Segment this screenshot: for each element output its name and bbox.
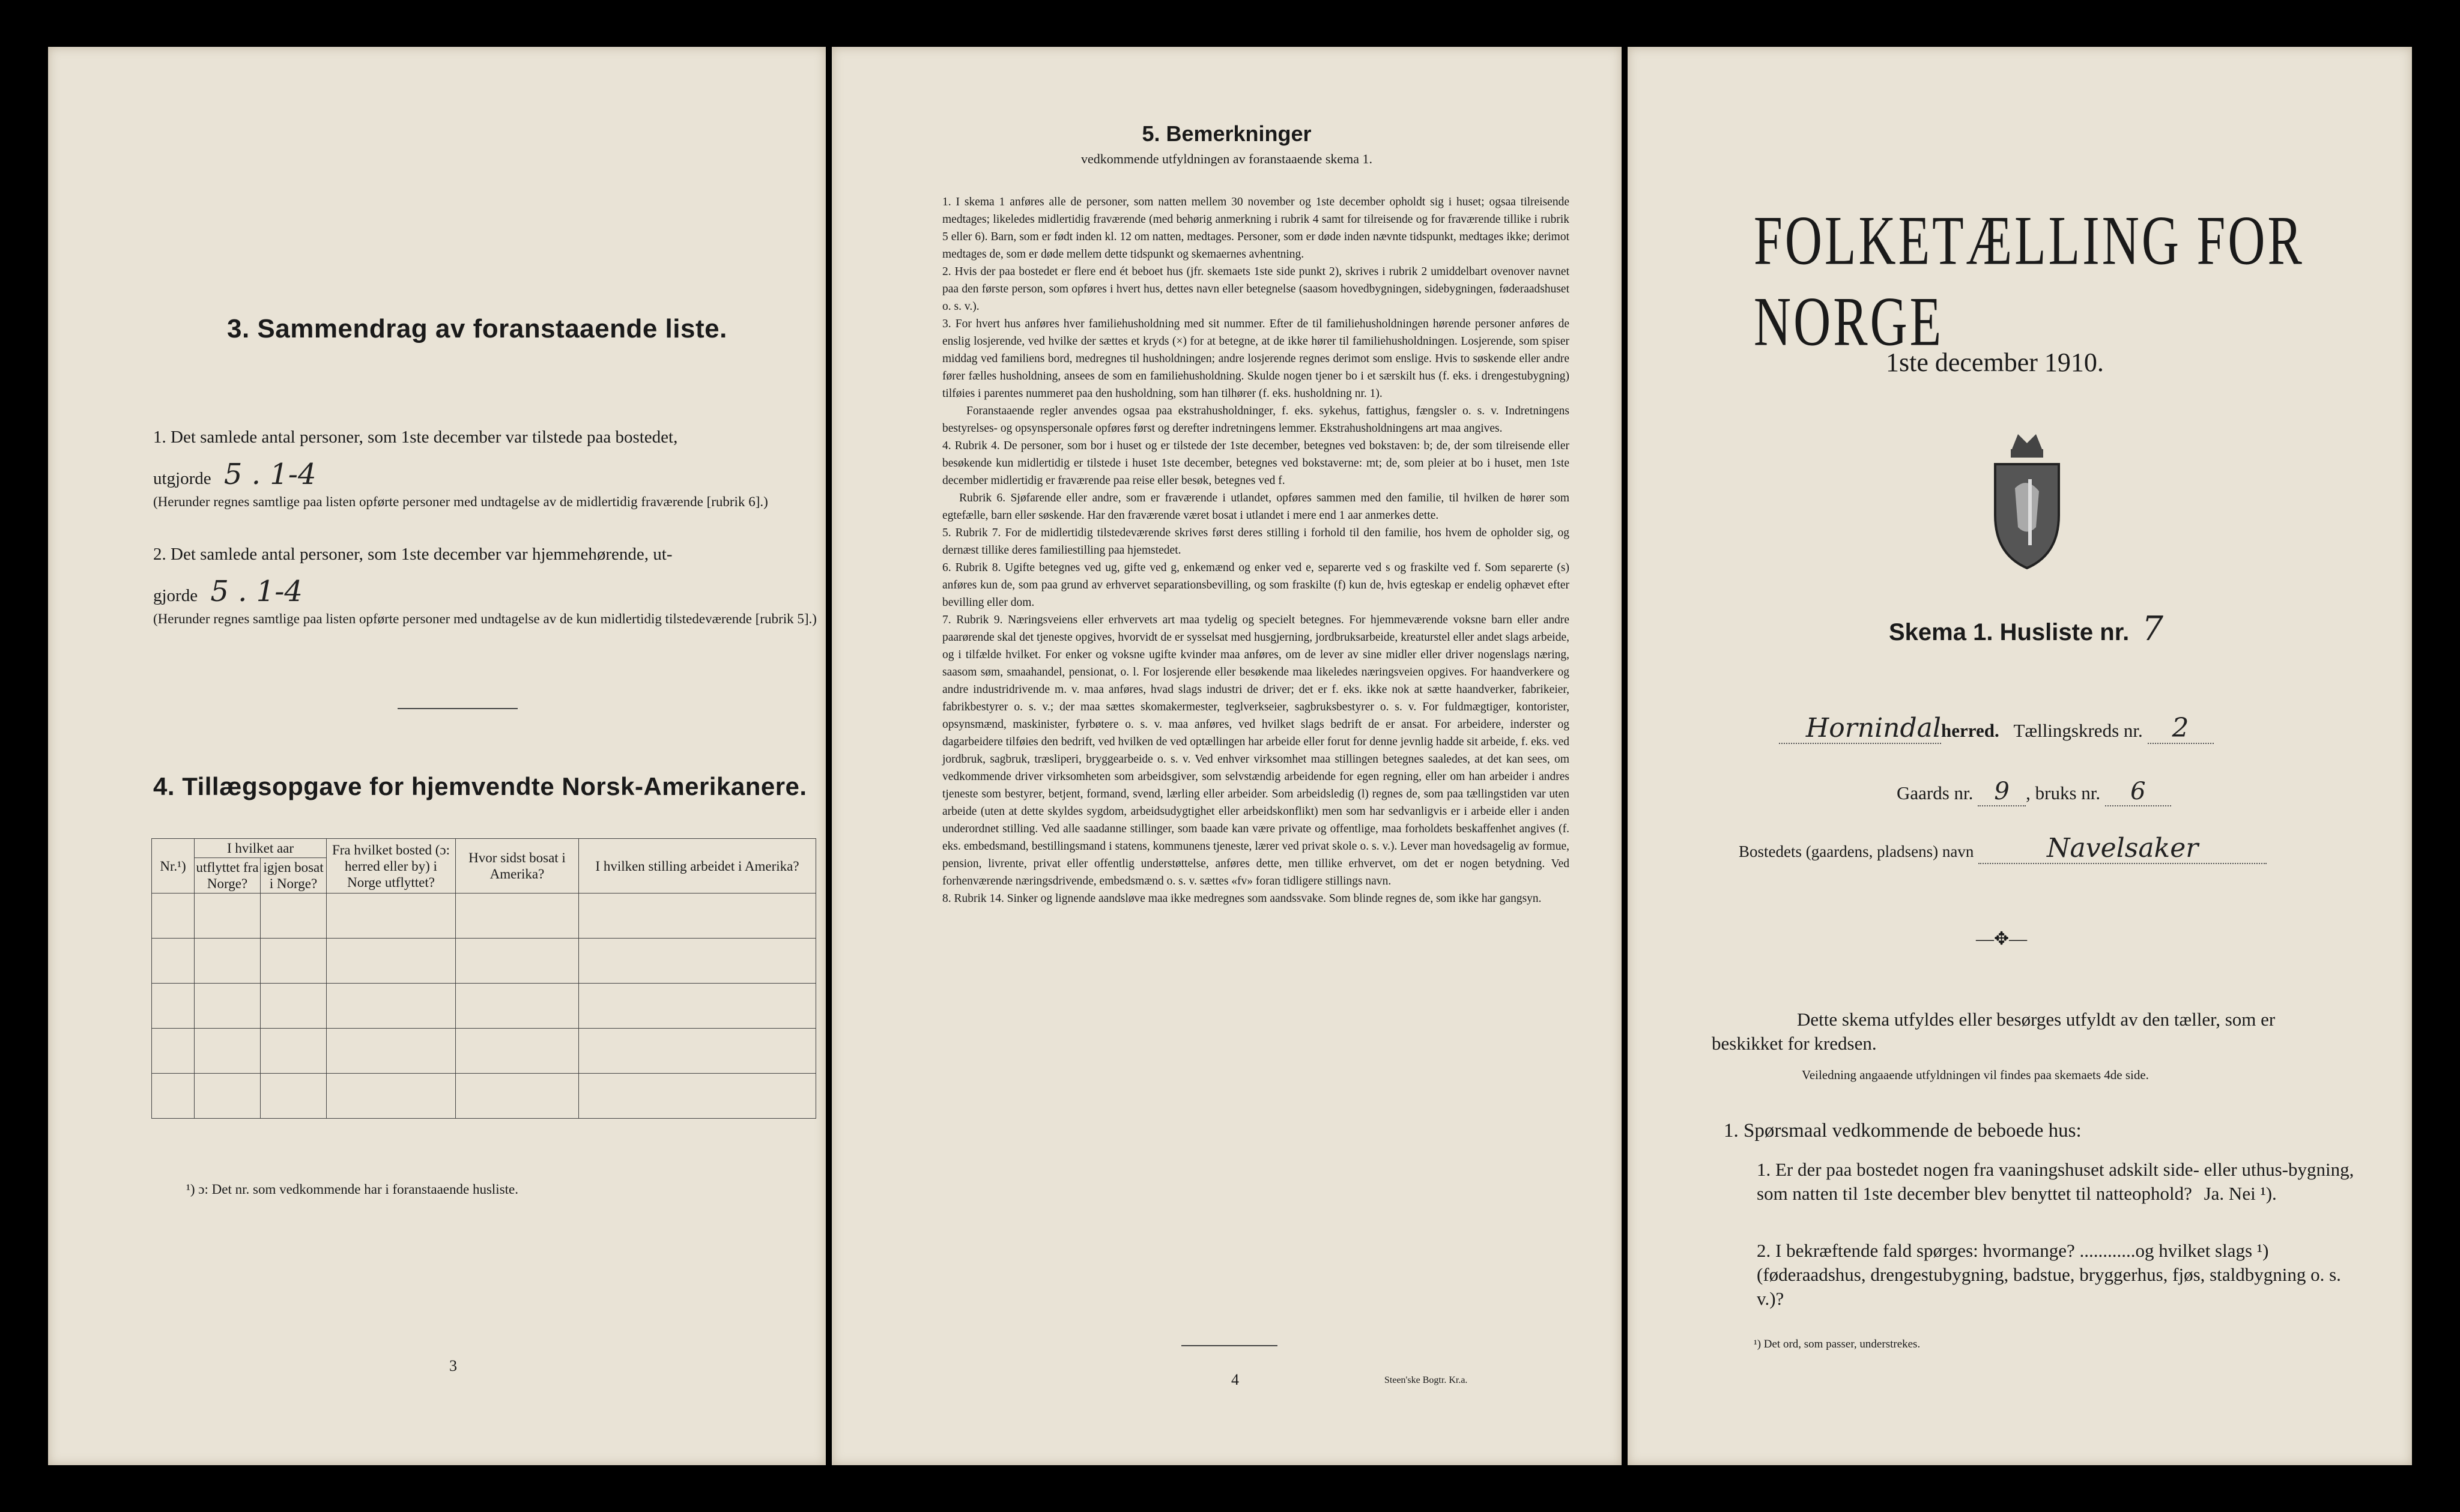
table-cell: [456, 1074, 579, 1119]
summary-item-1: 1. Det samlede antal personer, som 1ste december var tilstede paa bostedet, utgjorde 5 . 1-4 (Herunder regnes samtlige paa listen opførte personer med undtagelse av de midlertidig fraværende [rubrik 6].): [153, 428, 768, 509]
table-cell: [195, 1029, 261, 1074]
herred-value: Hornindal: [1805, 713, 1941, 743]
census-title: FOLKETÆLLING FOR NORGE: [1754, 201, 2304, 361]
table-cell: [152, 1074, 195, 1119]
divider: [398, 708, 518, 709]
table-cell: [261, 984, 327, 1029]
remark-7: 7. Rubrik 9. Næringsveiens eller erhvervets art maa tydelig og specielt betegnes. For hjemmeværende voksne barn eller andre paarørende skal det tjeneste opgives, hvorvidt de er sysselsat med husgjerning, jordbruksarbeide, kreaturstel eller andet slags arbeide, og i tilfælde hvilket. For enker og voksne ugifte kvinder maa anføres, om de lever av sine midler eller driver nogenslags næring, saasom søm, smaahandel, pensionat, o. l. For losjerende eller besøkende maa likeledes næringsveien opgives. For haandverkere og andre industridrivende m. v. maa anføres, hvad slags industri de driver; det er f. eks. ikke nok at sætte haandverker, fabrikeier, fabrikbestyrer o. s. v.; der maa sættes skomakermester, teglverkseier, sagbruksbestyrer o. s. v. For fuldmægtiger, kontorister, opsynsmænd, maskinister, fyrbøtere o. s. v. maa anføres, ved hvilket slags bedrift de er ansat. For arbeidere, inderster og dagarbeidere tilføies den bedrift, ved hvilken de ved optællingen har arbeide eller forut for denne jevnlig hadde sit arbeide, f. eks. ved jordbruk, sagbruk, træsliperi, bryggearbeide o. s. v. Ved enhver virksomhet maa stillingen betegnes saaledes, at det kan sees, om vedkommende driver virksomheten som arbeidsgiver, som selvstændig arbeidende for egen regning, eller om han arbeider i andres tjeneste som bestyrer, betjent, formand, svend, lærling eller arbeider. Som arbeidsledig (l) regnes de, som paa tællingstiden var uten arbeide (uten at dette skyldes sygdom, arbeidsudygtighet eller arbeidskonflikt) men som har sedvanligvis er i arbeide eller i anden underordnet stilling. Ved alle saadanne stillinger, som baade kan være private og offentlige, maa forholdets beskaffenhet angives (f. eks. embedsmand, bestillingsmand i statens, kommunens tjeneste, lærer ved privat skole o. s. v.). Lever man hovedsagelig av formue, pension, livrente, privat eller offentlig understøttelse, anføres dette, men tillike erhvervet, om det er nogen betydning. Ved forhenværende næringsdrivende, embedsmænd o. s. v. sættes «fv» foran tidligere stillings navn.: [942, 614, 1569, 888]
husliste-nr-value: 7: [2142, 609, 2163, 649]
table-cell: [327, 984, 456, 1029]
table-cell: [152, 894, 195, 939]
page-number: 4: [1231, 1371, 1239, 1388]
table-cell: [152, 984, 195, 1029]
cover-footnote: ¹) Det ord, som passer, understrekes.: [1754, 1338, 1921, 1350]
remark-3b: Foranstaaende regler anvendes ogsaa paa ekstrahusholdninger, f. eks. sykehus, fattighus, fængsler o. s. v. Indretningens bestyrelses- og opsynspersonale opføres først og derefter indretningens lemmer. Ekstrahusholdningens art maa angives.: [942, 405, 1569, 435]
remarks-subtitle: vedkommende utfyldningen av foranstaaende skema 1.: [1080, 151, 1373, 166]
summary-item-2: 2. Det samlede antal personer, som 1ste december var hjemmehørende, ut- gjorde 5 . 1-4 (Herunder regnes samtlige paa listen opførte personer med undtagelse av de kun midlertidig tilstedeværende [rubrik 5].): [153, 545, 817, 626]
remark-8: 8. Rubrik 14. Sinker og lignende aandsløve maa ikke medregnes som aandssvake. Som blinde regnes de, som ikke har gangsyn.: [942, 892, 1542, 905]
table-row: [152, 939, 816, 984]
remark-1: 1. I skema 1 anføres alle de personer, som natten mellem 30 november og 1ste december opholdt sig i huset; ogsaa tilreisende medtages; likeledes midlertidig fraværende (med behørig anmerkning i rubrik 4 samt for tilreisende og for fraværende tillike i rubrik 5 eller 6). Barn, som er født inden kl. 12 om natten, medtages. Personer, som er døde inden nævnte tidspunkt, medtages ikke; derimot medtages de, som er døde mellem dette tidspunkt og skemaernes avhentning.: [942, 196, 1569, 261]
questions-header: 1. Spørsmaal vedkommende de beboede hus:: [1724, 1120, 2082, 1142]
section-3-title: 3. Sammendrag av foranstaaende liste.: [227, 314, 727, 343]
cover-page: [1628, 47, 2412, 1465]
census-date: 1ste december 1910.: [1886, 348, 2104, 377]
table-cell: [195, 984, 261, 1029]
table-cell: [261, 1029, 327, 1074]
printer-imprint: Steen'ske Bogtr. Kr.a.: [1384, 1375, 1468, 1385]
question-2: 2. I bekræftende fald spørges: hvormange? ............og hvilket slags ¹) (føderaadshus, drengestubygning, badstue, bryggerhus, fjøs, staldbygning o. s. v.)?: [1757, 1240, 2341, 1309]
page-4: [832, 47, 1622, 1465]
table-cell: [327, 939, 456, 984]
table-cell: [456, 894, 579, 939]
norsk-amerikanere-table: Nr.¹) I hvilket aar Fra hvilket bosted (ɔ: herred eller by) i Norge utflyttet? Hvor sidst bosat i Amerika? I hvilken stilling arbeidet i Amerika? utflyttet fra Norge? igjen bosat i Norge?: [151, 838, 816, 1119]
bruks-value: 6: [2130, 778, 2146, 805]
table-cell: [579, 894, 816, 939]
table-row: [152, 1029, 816, 1074]
table-cell: [456, 1029, 579, 1074]
remark-5: 5. Rubrik 7. For de midlertidig tilstedeværende skrives først deres stilling i forhold til den familie, hos hvem de opholder sig, og dernæst tillike deres familiestilling paa hjemstedet.: [942, 527, 1569, 557]
resident-count-value: 5 . 1-4: [210, 575, 303, 608]
intro-note: Veiledning angaaende utfyldningen vil findes paa skemaets 4de side.: [1802, 1068, 2149, 1082]
section-4-title: 4. Tillægsopgave for hjemvendte Norsk-Amerikanere.: [153, 772, 807, 800]
table-cell: [579, 1029, 816, 1074]
table-cell: [456, 984, 579, 1029]
skema-label: Skema 1. Husliste nr. 7: [1889, 609, 2163, 649]
table-row: [152, 984, 816, 1029]
remark-6: 6. Rubrik 8. Ugifte betegnes ved ug, gifte ved g, enkemænd og enker ved e, separerte ved s og fraskilte ved f. Som separerte (s) anføres kun de, som paa grund av erhvervet separationsbevilling, og som fraskilte (f) kun de, hvis egteskap er endelig ophævet efter bevilling eller dom.: [942, 561, 1569, 609]
remarks-list: [942, 193, 1569, 907]
coat-of-arms-icon: [1988, 431, 2066, 572]
present-count-value: 5 . 1-4: [223, 458, 317, 491]
table-cell: [579, 939, 816, 984]
table-cell: [456, 939, 579, 984]
table-row: [152, 1074, 816, 1119]
bosted-value: Navelsaker: [2047, 833, 2199, 863]
remark-3: 3. For hvert hus anføres hver familiehusholdning med sit nummer. Efter de til familiehusholdningen hørende personer anføres de enslig losjerende, ved hvilke der sættes et kryds (×) for at betegne, at de ikke hører til familiehusholdningen. Losjerende, som spiser middag ved familiens bord, medregnes til husholdningen; andre losjerende regnes derimot som enslige. Hvis to søskende eller andre fører fælles husholdning, ansees de som en familiehusholdning. Skulde nogen tjener bo i et særskilt hus (f. eks. i drengestubygning) tilføies i parentes nummeret paa den husholdning, som han tilhører (f. eks. husholdning nr. 1).: [942, 318, 1569, 400]
divider: [1181, 1345, 1277, 1346]
remarks-title: 5. Bemerkninger: [1142, 121, 1312, 146]
table-cell: [195, 1074, 261, 1119]
table-cell: [261, 894, 327, 939]
table-cell: [327, 1074, 456, 1119]
table-cell: [261, 1074, 327, 1119]
bosted-line: Bostedets (gaardens, pladsens) navn Navelsaker: [1739, 836, 2267, 864]
herred-line: Hornindalherred. Tællingskreds nr. 2: [1779, 716, 2380, 744]
intro-text: Dette skema utfyldes eller besørges utfyldt av den tæller, som er beskikket for kredsen.: [1712, 1009, 2276, 1054]
q1-answer: Ja. Nei ¹).: [2204, 1183, 2277, 1204]
table-cell: [261, 939, 327, 984]
table-cell: [579, 1074, 816, 1119]
remark-4: 4. Rubrik 4. De personer, som bor i huset og er tilstede der 1ste december, betegnes ved bokstaven: b; de, der som tilreisende eller besøkende kun midlertidig er tilstede i huset 1ste december, betegnes ved bokstaverne: mt; de, som pleier at bo i huset, men 1ste december midlertidig er fraværende paa reise eller besøk, betegnes ved f.: [942, 440, 1569, 487]
remark-2: 2. Hvis der paa bostedet er flere end ét beboet hus (jfr. skemaets 1ste side punkt 2), skrives i rubrik 2 umiddelbart ovenover navnet paa den første person, som opføres i hvert hus, dettes navn eller betegnelse (saasom hovedbygningen, sidebygningen, føderaadshuset o. s. v.).: [942, 265, 1569, 313]
kreds-value: 2: [2172, 713, 2189, 743]
ornament-divider-icon: —✥—: [1976, 929, 2028, 949]
table-cell: [152, 939, 195, 984]
page-number: 3: [449, 1357, 457, 1374]
remark-4b: Rubrik 6. Sjøfarende eller andre, som er fraværende i utlandet, opføres sammen med den familie, til hvilken de hører som egtefælle, barn eller søskende. Har den fraværende været bosat i utlandet i mere end 1 aar anmerkes dette.: [942, 492, 1569, 522]
table-footnote: ¹) ɔ: Det nr. som vedkommende har i foranstaaende husliste.: [186, 1182, 518, 1197]
table-cell: [195, 939, 261, 984]
table-row: [152, 894, 816, 939]
gaards-value: 9: [1994, 778, 2010, 805]
question-1: 1. Er der paa bostedet nogen fra vaaningshuset adskilt side- eller uthus-bygning, som natten til 1ste december blev benyttet til natteophold? Ja. Nei ¹).: [1757, 1159, 2354, 1204]
gaards-line: Gaards nr. 9 , bruks nr. 6: [1897, 779, 2171, 806]
table-cell: [579, 984, 816, 1029]
table-cell: [327, 894, 456, 939]
table-cell: [195, 894, 261, 939]
table-cell: [327, 1029, 456, 1074]
table-cell: [152, 1029, 195, 1074]
page-3: [48, 47, 826, 1465]
